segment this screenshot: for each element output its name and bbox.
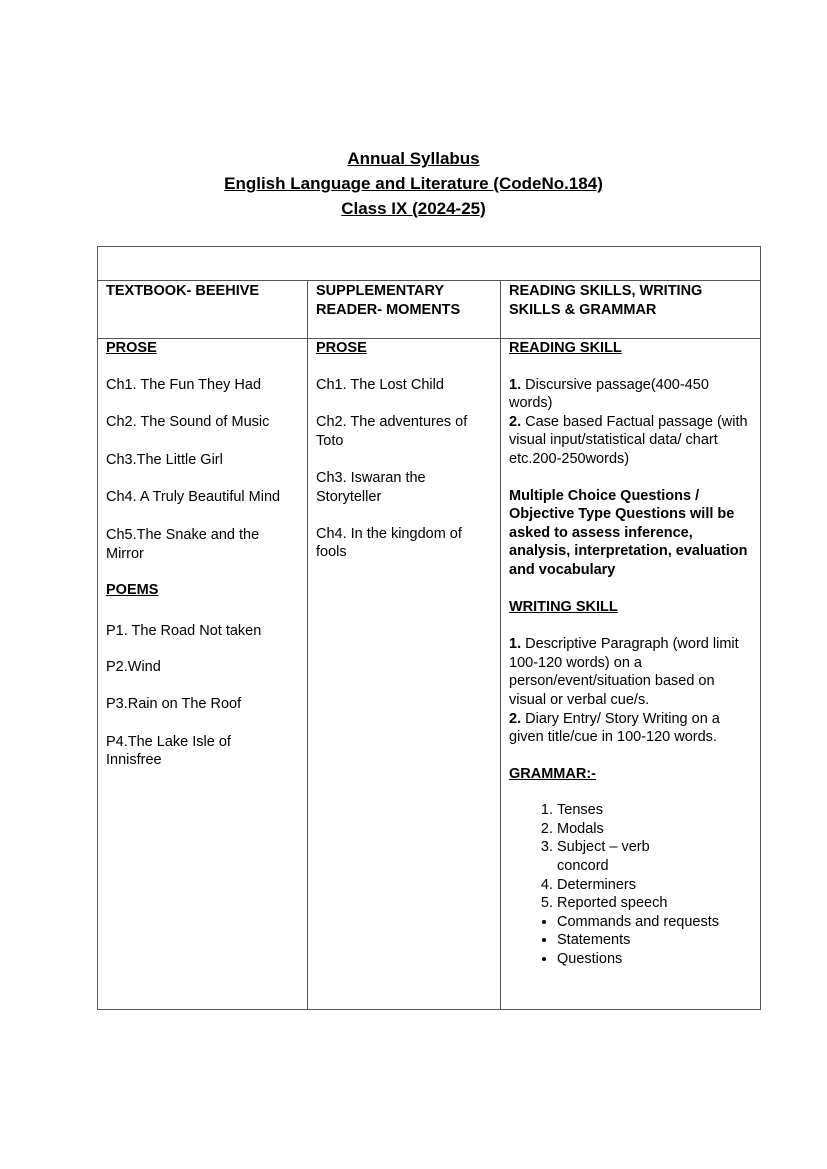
- writing-item: 2. Diary Entry/ Story Writing on a given title/cue in 100-120 words.: [509, 710, 720, 746]
- poems-heading: POEMS: [106, 582, 159, 599]
- blank-row: [98, 247, 761, 281]
- list-item: Ch1. The Lost Child: [316, 376, 444, 393]
- list-item: Ch5.The Snake and the Mirror: [106, 526, 260, 562]
- supplementary-column: [308, 339, 501, 1010]
- prose-heading: PROSE: [316, 340, 367, 356]
- list-item: 2. Modals: [557, 820, 752, 839]
- grammar-bullet-list: [509, 913, 752, 969]
- list-item: Ch4. A Truly Beautiful Mind: [106, 489, 281, 506]
- title-class: Class IX (2024-25): [341, 199, 486, 218]
- list-item: Ch3.The Little Girl: [106, 451, 223, 468]
- writing-item: 1. Descriptive Paragraph (word limit 100-120 words) on a person/event/situation based on visual or verbal cue/s.: [509, 636, 739, 708]
- header-skills: READING SKILLS, WRITING SKILLS & GRAMMAR: [501, 281, 761, 339]
- list-item: Ch4. In the kingdom of fools: [316, 525, 462, 561]
- list-item: • Statements: [557, 931, 752, 950]
- list-item: 5. Reported speech: [557, 894, 752, 913]
- list-item: • Commands and requests: [557, 913, 752, 932]
- list-item: 1. Tenses: [557, 801, 752, 820]
- header-row: [98, 281, 761, 339]
- list-item: P1. The Road Not taken: [106, 622, 262, 639]
- prose-heading: PROSE: [106, 340, 157, 356]
- grammar-numbered-list: [509, 801, 752, 913]
- title-subject: English Language and Literature (CodeNo.184): [224, 174, 603, 193]
- syllabus-table: [97, 246, 761, 1010]
- list-item: Ch2. The Sound of Music: [106, 414, 270, 431]
- header-supplementary: SUPPLEMENTARY READER- MOMENTS: [308, 281, 501, 339]
- document-title: [0, 146, 827, 221]
- writing-skill-heading: WRITING SKILL: [509, 598, 618, 615]
- list-item: Ch2. The adventures of Toto: [316, 414, 468, 449]
- list-item: P4.The Lake Isle of Innisfree: [106, 733, 231, 769]
- textbook-column: [98, 339, 308, 1010]
- list-item: 3. Subject – verb concord: [557, 838, 677, 875]
- grammar-heading: GRAMMAR:-: [509, 765, 596, 782]
- content-row: [98, 339, 761, 1010]
- list-item: Ch1. The Fun They Had: [106, 376, 262, 393]
- list-item: 4. Determiners: [557, 876, 752, 895]
- mcq-note: Multiple Choice Questions / Objective Type Questions will be asked to assess inference, analysis, interpretation, evaluation and vocabulary: [509, 487, 748, 578]
- list-item: Ch3. Iswaran the Storyteller: [316, 470, 426, 505]
- reading-skill-heading: READING SKILL: [509, 340, 622, 356]
- reading-item: 2. Case based Factual passage (with visual input/statistical data/ chart etc.200-250words): [509, 413, 748, 467]
- list-item: P3.Rain on The Roof: [106, 695, 242, 712]
- reading-item: 1. Discursive passage(400-450 words): [509, 376, 709, 412]
- header-textbook: TEXTBOOK- BEEHIVE: [98, 281, 308, 339]
- title-annual-syllabus: Annual Syllabus: [347, 149, 480, 168]
- list-item: • Questions: [557, 950, 752, 969]
- skills-column: [501, 339, 761, 1010]
- list-item: P2.Wind: [106, 659, 161, 676]
